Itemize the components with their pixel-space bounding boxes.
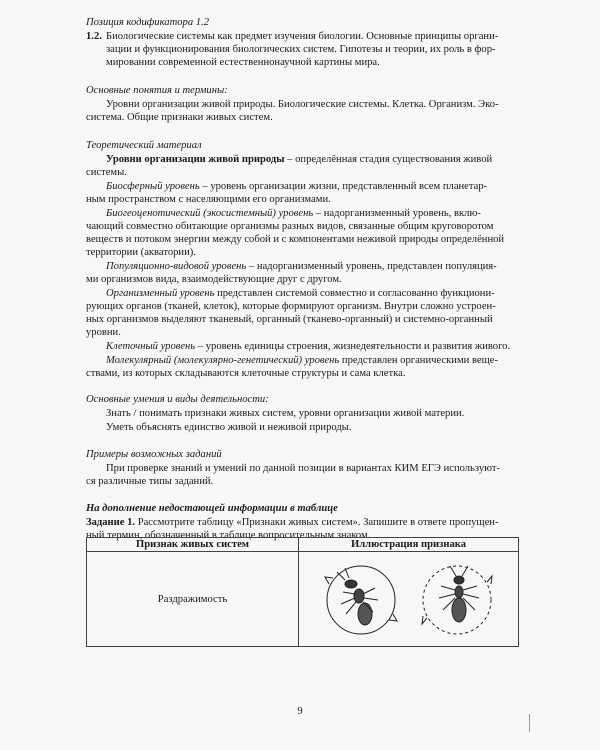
arrow-icon [487, 576, 492, 584]
theory-line: ным пространством с населяющими его организмами. [86, 194, 331, 205]
organism-paragraph [106, 287, 495, 300]
item-number: 1.2. [86, 31, 102, 42]
scan-mark [529, 714, 530, 732]
biosphere-term: Биосферный уровень [106, 181, 200, 192]
task-label: Задание 1. [86, 517, 136, 528]
biogeo-rest: – надорганизменный уровень, вклю- [313, 208, 481, 219]
molecular-rest: представлен органическими веще- [339, 355, 499, 366]
table-header-feature: Признак живых систем [87, 538, 299, 552]
page-number: 9 [297, 706, 303, 717]
cell-term: Клеточный уровень [106, 341, 196, 352]
intro-rest: – определённая стадия существования живой [284, 154, 493, 165]
table-cell-illustration [299, 552, 519, 647]
theory-heading: Теоретический материал [86, 140, 202, 151]
molecular-paragraph [106, 354, 498, 367]
theory-line: чающий совместно обитающие организмы разных видов, связанные общим круговоротом [86, 221, 494, 232]
biosphere-rest: – уровень организации жизни, представленный всем планетар- [199, 181, 488, 192]
arrow-icon [422, 616, 427, 624]
table-header-illustration: Иллюстрация признака [299, 538, 519, 552]
skills-line: Уметь объяснять единство живой и неживой природы. [106, 422, 352, 433]
intro-term: Уровни организации живой природы [106, 154, 285, 165]
ant-icon [439, 566, 479, 622]
molecular-term: Молекулярный (молекулярно-генетический) уровень [106, 355, 340, 366]
theory-line: системы. [86, 167, 127, 178]
examples-line: При проверке знаний и умений по данной позиции в вариантах КИМ ЕГЭ используют- [106, 463, 501, 474]
cell-rest: – уровень единицы строения, жизнедеятельности и развития живого. [195, 341, 511, 352]
organism-term: Организменный уровень [106, 288, 215, 299]
population-term: Популяционно-видовой уровень [106, 261, 247, 272]
theory-line: территории (акватории). [86, 247, 196, 258]
theory-intro [106, 153, 492, 166]
table-header-row [87, 538, 519, 552]
features-table [86, 537, 519, 647]
skills-heading: Основные умения и виды деятельности: [86, 394, 269, 405]
ant-icon [337, 568, 378, 625]
cell-paragraph [106, 340, 510, 353]
theory-line: уровни. [86, 327, 121, 338]
task-1 [86, 516, 498, 529]
concepts-line: система. Общие признаки живых систем. [86, 112, 273, 123]
theory-line: веществ и потоком энергии между собой и с компонентами неживой природы определённой [86, 234, 505, 245]
biogeo-term: Биогеоценотический (экосистемный) уровень [106, 208, 314, 219]
organism-rest: представлен системой совместно и согласованно функциони- [214, 288, 495, 299]
item-line: Биологические системы как предмет изучения биологии. Основные принципы органи- [106, 31, 499, 42]
theory-line: ствами, из которых складываются клеточные структуры и сама клетка. [86, 368, 406, 379]
skills-line: Знать / понимать признаки живых систем, уровни организации живой материи. [106, 408, 465, 419]
theory-line: ми организмов вида, взаимодействующие друг с другом. [86, 274, 342, 285]
biogeo-paragraph [106, 207, 481, 220]
task-section-heading: На дополнение недостающей информации в таблице [86, 503, 338, 514]
task-line: ный термин, обозначенный в таблице вопросительным знаком. [86, 530, 371, 541]
theory-line: рующих органов (тканей, клеток), которые формируют организм. Внутри сложно устроен- [86, 301, 496, 312]
examples-heading: Примеры возможных заданий [86, 449, 222, 460]
item-line: зации и функционирования биологических систем. Гипотезы и теории, их роль в фор- [106, 44, 496, 55]
table-row [87, 552, 519, 647]
population-rest: – надорганизменный уровень, представлен популяция- [246, 261, 497, 272]
population-paragraph [106, 260, 497, 273]
item-line: мировании современной естественнонаучной картины мира. [106, 57, 380, 68]
table-cell-feature: Раздражимость [87, 552, 299, 647]
biosphere-paragraph [106, 180, 487, 193]
ant-movement-illustration [309, 554, 509, 644]
examples-line: ся различные типы заданий. [86, 476, 214, 487]
position-heading: Позиция кодификатора 1.2 [86, 17, 210, 28]
theory-line: ных организмов выделяют тканевый, органный (тканево-органный) и системно-органный [86, 314, 493, 325]
task-text: Рассмотрите таблицу «Признаки живых систем». Запишите в ответе пропущен- [135, 517, 499, 528]
concepts-line: Уровни организации живой природы. Биологические системы. Клетка. Организм. Эко- [106, 99, 499, 110]
concepts-heading: Основные понятия и термины: [86, 85, 228, 96]
